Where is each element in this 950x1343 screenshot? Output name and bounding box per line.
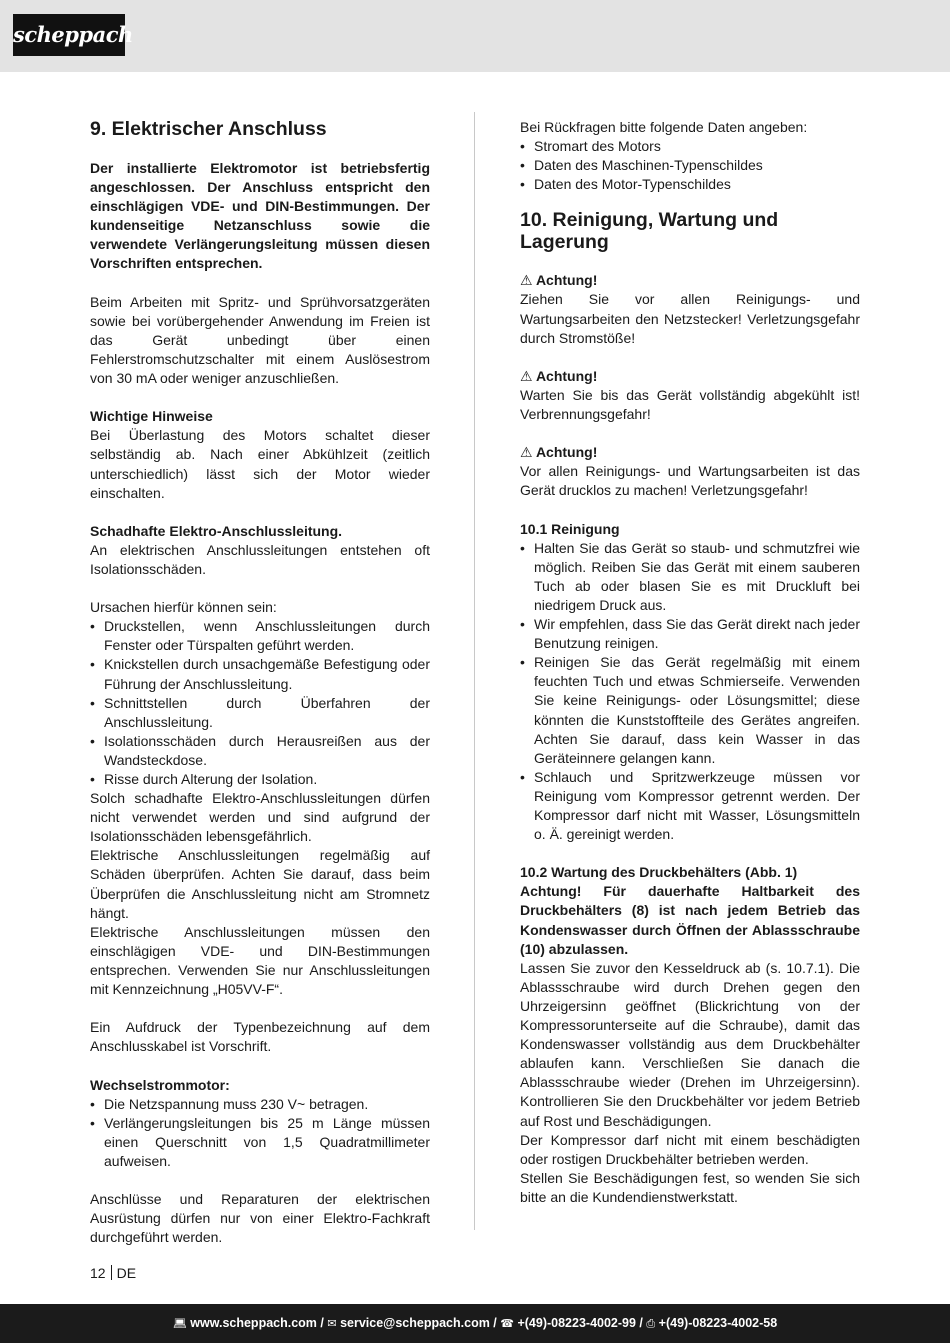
warning-triangle-icon: ⚠	[520, 444, 533, 461]
schadhafte-heading: Schadhafte Elektro-Anschlussleitung.	[90, 522, 343, 539]
list-item: • Wir empfehlen, dass Sie das Gerät direkt nach jeder Benutzung reinigen.	[520, 615, 860, 653]
check-text: Elektrische Anschlussleitungen regelmäßig auf Schäden überprüfen. Achten Sie darauf, dass beim Überprüfen die Anschlussleitung nicht am Stromnetz hängt.	[90, 847, 430, 921]
page-number: 12 DE	[90, 1265, 137, 1281]
warning-text: Ziehen Sie vor allen Reinigungs- und Wartungsarbeiten den Netzstecker! Verletzungsgefahr durch Stromstöße!	[520, 291, 860, 346]
schadhafte-text: An elektrischen Anschlussleitungen entstehen oft Isolationsschäden.	[90, 541, 430, 577]
intro-paragraph: Der installierte Elektromotor ist betriebsfertig angeschlossen. Der Anschluss entspricht den einschlägigen VDE- und DIN-Bestimmungen. Der kundenseitige Netzanschluss sowie die verwendete Verlängerungsleitung müssen diesen Vorschriften entsprechen.	[90, 160, 430, 272]
wechselstrom-heading: Wechselstrommotor:	[90, 1076, 230, 1093]
column-divider	[474, 112, 475, 1230]
ursachen-intro: Ursachen hierfür können sein:	[90, 599, 277, 616]
warning-heading: ⚠ Achtung!	[520, 367, 598, 384]
hinweise-text: Bei Überlastung des Motors schaltet dieser selbständig ab. Nach einer Abkühlzeit (zeitlich unterschiedlich) lässt sich der Motor wieder einschalten.	[90, 427, 430, 501]
email-link[interactable]: service@scheppach.com /	[340, 1316, 497, 1330]
list-item: • Verlängerungsleitungen bis 25 m Länge müssen einen Querschnitt von 1,5 Quadratmillimeter aufweisen.	[90, 1114, 430, 1171]
list-item: • Die Netzspannung muss 230 V~ betragen.	[90, 1095, 430, 1114]
warning-heading: ⚠ Achtung!	[520, 444, 598, 461]
list-item: • Isolationsschäden durch Herausreißen aus der Wandsteckdose.	[90, 732, 430, 770]
warning-text: Warten Sie bis das Gerät vollständig abgekühlt ist! Verbrennungsgefahr!	[520, 386, 860, 423]
list-item: • Risse durch Alterung der Isolation.	[90, 770, 430, 789]
standards-text: Elektrische Anschlussleitungen müssen den einschlägigen VDE- und DIN-Bestimmungen entsprechen. Verwenden Sie nur Anschlussleitungen mit Kennzeichnung „H05VV-F“.	[90, 923, 430, 998]
website-link[interactable]: www.scheppach.com /	[190, 1316, 324, 1330]
wartung-heading: 10.2 Wartung des Druckbehälters (Abb. 1)	[520, 864, 798, 881]
final-text: Anschlüsse und Reparaturen der elektrischen Ausrüstung dürfen nur von einer Elektro-Fachkraft durchgeführt werden.	[90, 1191, 430, 1246]
list-item: • Druckstellen, wenn Anschlussleitungen durch Fenster oder Türspalten geführt werden.	[90, 617, 430, 655]
warning-triangle-icon: ⚠	[520, 272, 533, 289]
mail-icon: ✉	[327, 1317, 337, 1330]
wartung-text: Der Kompressor darf nicht mit einem beschädigten oder rostigen Druckbehälter betrieben werden.	[520, 1131, 860, 1167]
warning-triangle-icon: ⚠	[520, 367, 533, 384]
reinigung-heading: 10.1 Reinigung	[520, 520, 620, 537]
rcd-paragraph: Beim Arbeiten mit Spritz- und Sprühvorsatzgeräten sowie bei vorübergehender Anwendung im Freien ist das Gerät unbedingt über einen Fehlerstromschutzschalter mit einem Auslösestrom von 30 mA oder weniger anzuschließen.	[90, 293, 430, 387]
warning-text: Solch schadhafte Elektro-Anschlussleitungen dürfen nicht verwendet werden und sind aufgrund der Isolationsschäden lebensgefährlich.	[90, 790, 430, 845]
phone-icon: ☎	[500, 1317, 514, 1330]
wartung-text: Lassen Sie zuvor den Kesseldruck ab (s. 10.7.1). Die Ablassschraube wird durch Drehen gegen den Uhrzeigersinn geöffnet (Blickrichtung von der Kompressorunterseite auf die Schraube), damit das Kondenswasser vollständig aus dem Druckbehälter ablaufen kann. Verschließen Sie danach die Ablassschraube wieder (Drehen im Uhrzeigersinn). Kontrollieren Sie den Druckbehälter vor jedem Betrieb auf Rost und Beschädigungen.	[520, 959, 860, 1129]
scheppach-logo: scheppach	[13, 14, 125, 56]
header-bar	[0, 0, 950, 72]
wechselstrom-list	[90, 1095, 430, 1171]
footer-bar	[0, 1304, 950, 1343]
list-item: • Schnittstellen durch Überfahren der Anschlussleitung.	[90, 694, 430, 732]
wartung-bold-text: Achtung! Für dauerhafte Haltbarkeit des Druckbehälters (8) ist nach jedem Betrieb das Kondenswasser durch Öffnen der Ablassschraube (10) abzulassen.	[520, 883, 860, 957]
list-item: • Reinigen Sie das Gerät regelmäßig mit einem feuchten Tuch und etwas Schmierseife. Verwenden Sie keine Reinigungs- oder Lösungsmittel; diese könnten die Kunststoffteile des Gerätes angreifen. Achten Sie darauf, dass kein Wasser in das Geräteinnere gelangen kann.	[520, 653, 860, 768]
reinigung-list	[520, 539, 860, 845]
list-item: • Daten des Motor-Typenschildes	[520, 175, 860, 194]
list-item: • Stromart des Motors	[520, 137, 860, 156]
phone-number: +(49)-08223-4002-99 /	[517, 1316, 643, 1330]
rueckfragen-list	[520, 137, 860, 194]
section-title-10: 10. Reinigung, Wartung und Lagerung	[520, 209, 779, 254]
list-item: • Knickstellen durch unsachgemäße Befestigung oder Führung der Anschlussleitung.	[90, 655, 430, 693]
fax-number: +(49)-08223-4002-58	[658, 1316, 778, 1330]
hinweise-heading: Wichtige Hinweise	[90, 408, 213, 425]
warning-heading: ⚠ Achtung!	[520, 272, 598, 289]
list-item: • Halten Sie das Gerät so staub- und schmutzfrei wie möglich. Reiben Sie das Gerät mit einem sauberen Tuch ab oder blasen Sie es mit Druckluft bei niedrigem Druck aus.	[520, 539, 860, 615]
ursachen-list	[90, 617, 430, 789]
fax-icon: ⎙	[646, 1317, 656, 1330]
warning-text: Vor allen Reinigungs- und Wartungsarbeiten ist das Gerät drucklos zu machen! Verletzungsgefahr!	[520, 463, 860, 499]
wartung-text: Stellen Sie Beschädigungen fest, so wenden Sie sich bitte an die Kundendienstwerkstatt.	[520, 1169, 860, 1205]
page-separator	[111, 1265, 112, 1280]
left-column	[90, 118, 430, 1247]
aufdruck-text: Ein Aufdruck der Typenbezeichnung auf dem Anschlusskabel ist Vorschrift.	[90, 1019, 430, 1055]
list-item: • Daten des Maschinen-Typenschildes	[520, 156, 860, 175]
section-title-9: 9. Elektrischer Anschluss	[90, 118, 327, 140]
right-column	[520, 118, 860, 1207]
rueckfragen-intro: Bei Rückfragen bitte folgende Daten angeben:	[520, 119, 808, 135]
list-item: • Schlauch und Spritzwerkzeuge müssen vor Reinigung vom Kompressor getrennt werden. Der Kompressor darf nicht mit Wasser, Lösungsmitteln o. Ä. gereinigt werden.	[520, 768, 860, 844]
laptop-icon: 💻︎	[172, 1317, 187, 1330]
